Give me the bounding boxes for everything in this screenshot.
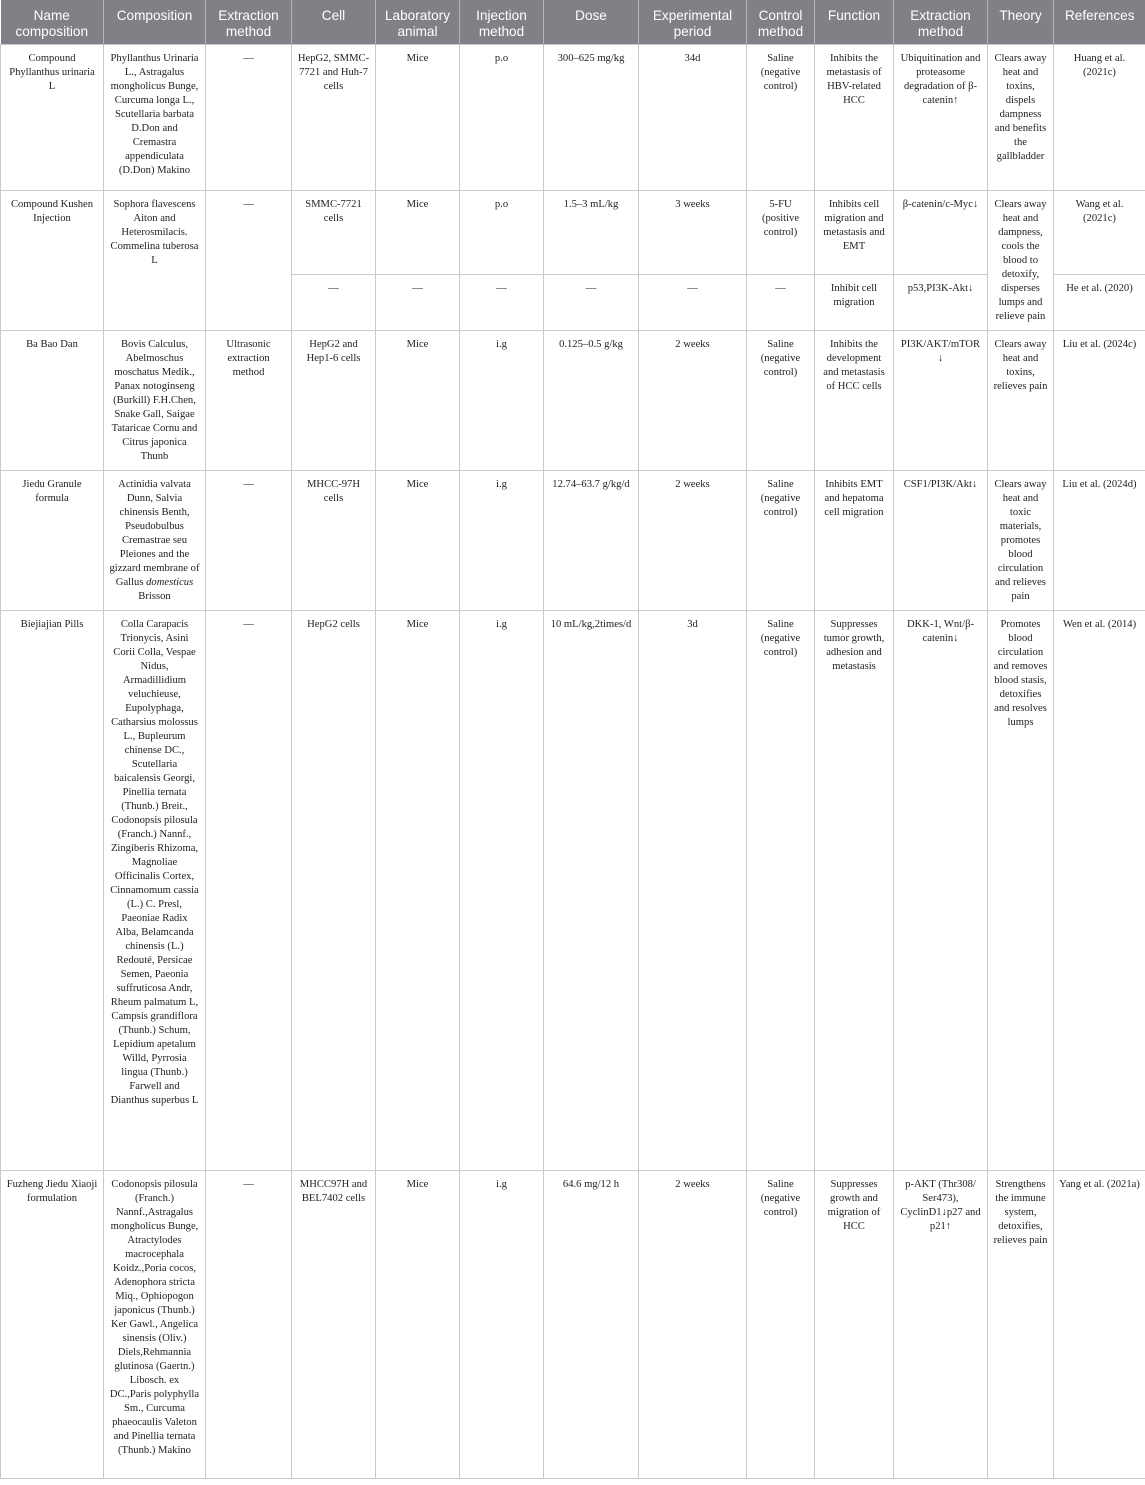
cell-dose: 300–625 mg/kg [544,45,639,191]
cell-theory: Strengthens the immune system, detoxifies, relieves pain [988,1171,1054,1479]
cell-period: 3d [639,611,747,1171]
cell-control: Saline (negative control) [747,471,815,611]
cell-period: 3 weeks [639,191,747,275]
cell-injection: — [460,275,544,331]
cell-name: Compound Kushen Injection [1,191,104,331]
cell-theory: Promotes blood circulation and removes blood stasis, detoxifies and resolves lumps [988,611,1054,1171]
cell-references: Yang et al. (2021a) [1054,1171,1145,1479]
cell-control: Saline (negative control) [747,45,815,191]
cell-dose: 64.6 mg/12 h [544,1171,639,1479]
cell-extraction: — [206,191,292,331]
cell-function: Inhibits the development and metastasis of HCC cells [815,331,894,471]
header-control-method: Control method [747,0,815,45]
cell-theory: Clears away heat and dampness, cools the blood to detoxify, disperses lumps and relieve pain [988,191,1054,331]
table-row [1,471,1145,611]
cell-control: — [747,275,815,331]
cell-animal: — [376,275,460,331]
cell-cell: HepG2 cells [292,611,376,1171]
cell-mechanism: PI3K/AKT/mTOR↓ [894,331,988,471]
cell-mechanism: Ubiquitination and proteasome degradation of β-catenin↑ [894,45,988,191]
cell-mechanism: CSF1/PI3K/Akt↓ [894,471,988,611]
cell-composition: Bovis Calculus, Abelmoschus moschatus Medik., Panax notoginseng (Burkill) F.H.Chen, Snake Gall, Saigae Tataricae Cornu and Citrus japonica Thunb [104,331,206,471]
cell-period: 2 weeks [639,331,747,471]
cell-function: Inhibit cell migration [815,275,894,331]
composition-text: Actinidia valvata Dunn, Salvia chinensis Benth, Pseudobulbus Cremastrae seu Pleiones and the gizzard membrane of Gallus [109,479,200,588]
cell-references: Liu et al. (2024c) [1054,331,1145,471]
cell-name: Compound Phyllanthus urinaria L [1,45,104,191]
cell-extraction: Ultrasonic extraction method [206,331,292,471]
cell-injection: i.g [460,471,544,611]
cell-animal: Mice [376,191,460,275]
cell-cell: MHCC-97H cells [292,471,376,611]
header-experimental-period: Experimental period [639,0,747,45]
cell-references: Huang et al. (2021c) [1054,45,1145,191]
cell-composition: Sophora flavescens Aiton and Heterosmilacis. Commelina tuberosa L [104,191,206,331]
cell-function: Inhibits cell migration and metastasis and EMT [815,191,894,275]
cell-mechanism: DKK-1, Wnt/β-catenin↓ [894,611,988,1171]
cell-dose: 1.5–3 mL/kg [544,191,639,275]
header-composition: Composition [104,0,206,45]
composition-italic-text: domesticus [146,577,194,588]
cell-mechanism: p53,PI3K-Akt↓ [894,275,988,331]
composition-text-end: Brisson [138,591,171,602]
table-row [1,611,1145,1171]
cell-references: Liu et al. (2024d) [1054,471,1145,611]
cell-name: Jiedu Granule formula [1,471,104,611]
cell-references: He et al. (2020) [1054,275,1145,331]
cell-name: Fuzheng Jiedu Xiaoji formulation [1,1171,104,1479]
cell-control: Saline (negative control) [747,611,815,1171]
cell-name: Ba Bao Dan [1,331,104,471]
cell-function: Inhibits EMT and hepatoma cell migration [815,471,894,611]
cell-cell: HepG2 and Hep1-6 cells [292,331,376,471]
cell-cell: MHCC97H and BEL7402 cells [292,1171,376,1479]
table-row [1,1171,1145,1479]
cell-control: Saline (negative control) [747,331,815,471]
header-references: References [1054,0,1145,45]
cell-composition: Colla Carapacis Trionycis, Asini Corii Colla, Vespae Nidus, Armadillidium veluchieuse, Eupolyphaga, Catharsius molossus L., Bupleurum chinense DC., Scutellaria baicalensis Georgi, Pinellia ternata (Thunb.) Breit., Codonopsis pilosula (Franch.) Nannf., Zingiberis Rhizoma, Magnoliae Officinalis Cortex, Cinnamomum cassia (L.) C. Presl, Paeoniae Radix Alba, Belamcanda chinensis (L.) Redouté, Persicae Semen, Paeonia suffruticosa Andr, Rheum palmatum L, Campsis grandiflora (Thunb.) Schum, Lepidium apetalum Willd, Pyrrosia lingua (Thunb.) Farwell and Dianthus superbus L [104,611,206,1171]
cell-extraction: — [206,45,292,191]
header-laboratory-animal: Laboratory animal [376,0,460,45]
table-row [1,45,1145,191]
cell-dose: 10 mL/kg,2times/d [544,611,639,1171]
cell-period: 2 weeks [639,471,747,611]
cell-period: — [639,275,747,331]
cell-composition [104,471,206,611]
cell-theory: Clears away heat and toxins, relieves pain [988,331,1054,471]
cell-extraction: — [206,1171,292,1479]
table-row [1,191,1145,275]
cell-period: 34d [639,45,747,191]
cell-theory: Clears away heat and toxic materials, promotes blood circulation and relieves pain [988,471,1054,611]
cell-injection: i.g [460,1171,544,1479]
header-function: Function [815,0,894,45]
cell-animal: Mice [376,471,460,611]
cell-injection: p.o [460,45,544,191]
cell-cell: HepG2, SMMC-7721 and Huh-7 cells [292,45,376,191]
cell-function: Suppresses tumor growth, adhesion and metastasis [815,611,894,1171]
cell-control: 5-FU (positive control) [747,191,815,275]
header-extraction-method: Extraction method [206,0,292,45]
header-cell: Cell [292,0,376,45]
cell-animal: Mice [376,1171,460,1479]
cell-control: Saline (negative control) [747,1171,815,1479]
header-theory: Theory [988,0,1054,45]
cell-extraction: — [206,471,292,611]
cell-dose: 0.125–0.5 g/kg [544,331,639,471]
cell-mechanism: p-AKT (Thr308/ Ser473), CyclinD1↓p27 and p21↑ [894,1171,988,1479]
cell-mechanism: β-catenin/c-Myc↓ [894,191,988,275]
cell-injection: i.g [460,331,544,471]
cell-references: Wen et al. (2014) [1054,611,1145,1171]
cell-animal: Mice [376,45,460,191]
cell-references: Wang et al. (2021c) [1054,191,1145,275]
header-row [1,0,1145,45]
cell-extraction: — [206,611,292,1171]
header-injection-method: Injection method [460,0,544,45]
cell-name: Biejiajian Pills [1,611,104,1171]
cell-cell: SMMC-7721 cells [292,191,376,275]
cell-dose: — [544,275,639,331]
cell-cell: — [292,275,376,331]
cell-injection: p.o [460,191,544,275]
cell-animal: Mice [376,611,460,1171]
cell-period: 2 weeks [639,1171,747,1479]
cell-composition: Codonopsis pilosula (Franch.) Nannf.,Astragalus mongholicus Bunge, Atractylodes macrocephala Koidz.,Poria cocos, Adenophora stricta Miq., Ophiopogon japonicus (Thunb.) Ker Gawl., Angelica sinensis (Oliv.) Diels,Rehmannia glutinosa (Gaertn.) Libosch. ex DC.,Paris polyphylla Sm., Curcuma phaeocaulis Valeton and Pinellia ternata (Thunb.) Makino [104,1171,206,1479]
cell-composition: Phyllanthus Urinaria L., Astragalus mongholicus Bunge, Curcuma longa L., Scutellaria barbata D.Don and Cremastra appendiculata (D.Don) Makino [104,45,206,191]
cell-injection: i.g [460,611,544,1171]
cell-function: Suppresses growth and migration of HCC [815,1171,894,1479]
header-name: Name composition [1,0,104,45]
cell-theory: Clears away heat and toxins, dispels dampness and benefits the gallbladder [988,45,1054,191]
table-row [1,331,1145,471]
header-dose: Dose [544,0,639,45]
cell-animal: Mice [376,331,460,471]
header-mechanism: Extraction method [894,0,988,45]
cell-dose: 12.74–63.7 g/kg/d [544,471,639,611]
cell-function: Inhibits the metastasis of HBV-related HCC [815,45,894,191]
